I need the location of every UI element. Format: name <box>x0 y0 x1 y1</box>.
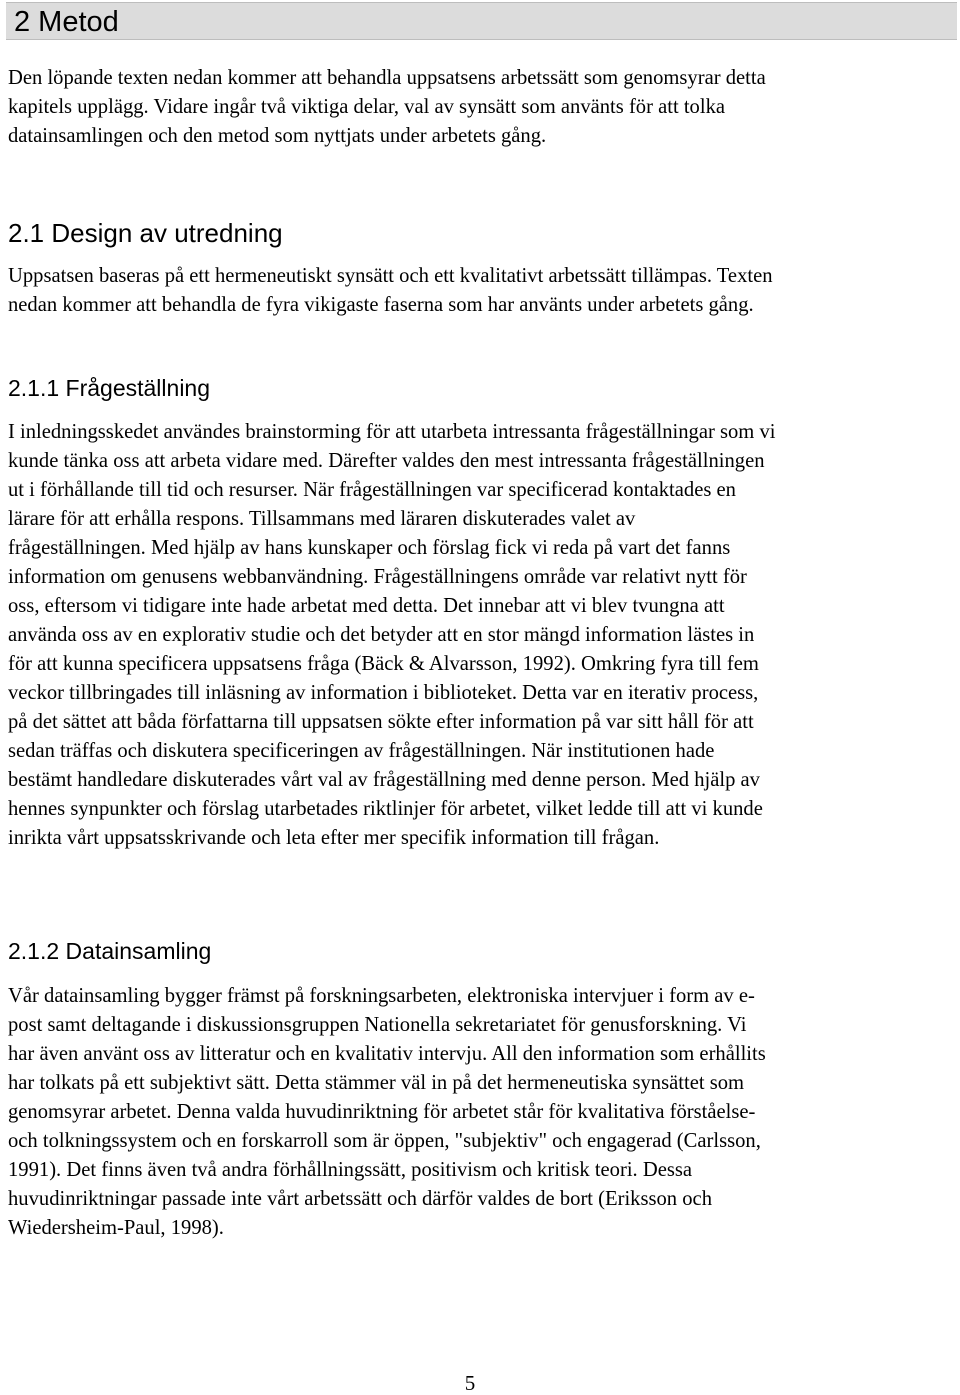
section-2-1-1-line: veckor tillbringades till inläsning av information i biblioteket. Detta var en iterativ process, <box>8 682 759 704</box>
section-2-1-2-line: har även använt oss av litteratur och en kvalitativ intervju. All den information som erhållits <box>8 1043 766 1065</box>
section-2-1-1-line: ut i förhållande till tid och resurser. När frågeställningen var specificerad kontaktades en <box>8 479 736 501</box>
section-2-1-line: Uppsatsen baseras på ett hermeneutiskt synsätt och ett kvalitativt arbetssätt tillämpas. Texten <box>8 265 773 287</box>
section-2-1-1-line: oss, eftersom vi tidigare inte hade arbetat med detta. Det innebar att vi blev tvungna att <box>8 595 725 617</box>
section-2-1-1-line: på det sättet att båda författarna till uppsatsen sökte efter information på var sitt håll för att <box>8 711 754 733</box>
section-2-1-paragraph <box>8 262 958 320</box>
section-heading-2-1-2: 2.1.2 Datainsamling <box>8 938 212 964</box>
section-2-1-1-line: för att kunna specificera uppsatsens fråga (Bäck & Alvarsson, 1992). Omkring fyra till fem <box>8 653 759 675</box>
section-2-1-2-line: huvudinriktningar passade inte vårt arbetssätt och därför valdes de bort (Eriksson och <box>8 1188 712 1210</box>
section-2-1-2-line: 1991). Det finns även två andra förhållningssätt, positivism och kritisk teori. Dessa <box>8 1159 693 1181</box>
intro-line: datainsamlingen och den metod som nyttjats under arbetets gång. <box>8 125 547 147</box>
section-2-1-1-line: lärare för att erhålla respons. Tillsammans med läraren diskuterades valet av <box>8 508 636 530</box>
intro-line: kapitels upplägg. Vidare ingår två viktiga delar, val av synsätt som använts för att tolka <box>8 96 726 118</box>
section-2-1-2-paragraph <box>8 982 958 1243</box>
intro-line: Den löpande texten nedan kommer att behandla uppsatsens arbetssätt som genomsyrar detta <box>8 67 766 89</box>
intro-paragraph <box>8 64 958 151</box>
chapter-title: 2 Metod <box>14 6 119 38</box>
section-2-1-line: nedan kommer att behandla de fyra vikigaste faserna som har använts under arbetets gång. <box>8 294 754 316</box>
section-2-1-1-line: information om genusens webbanvändning. Frågeställningens område var relativt nytt för <box>8 566 747 588</box>
section-heading-2-1: 2.1 Design av utredning <box>8 218 283 248</box>
section-2-1-1-line: I inledningsskedet användes brainstorming för att utarbeta intressanta frågeställningar som vi <box>8 421 776 443</box>
page-number: 5 <box>464 1371 476 1395</box>
section-2-1-1-paragraph <box>8 418 958 853</box>
section-2-1-2-line: har tolkats på ett subjektivt sätt. Detta stämmer väl in på det hermeneutiska synsättet som <box>8 1072 745 1094</box>
section-2-1-1-line: sedan träffas och diskutera specificeringen av frågeställningen. När institutionen hade <box>8 740 715 762</box>
section-2-1-1-line: inrikta vårt uppsatsskrivande och leta efter mer specifik information till frågan. <box>8 827 660 849</box>
section-2-1-2-line: Vår datainsamling bygger främst på forskningsarbeten, elektroniska intervjuer i form av e- <box>8 985 755 1007</box>
section-2-1-1-line: hennes synpunkter och förslag utarbetades riktlinjer för arbetet, vilket ledde till att vi kunde <box>8 798 763 820</box>
section-heading-2-1-1: 2.1.1 Frågeställning <box>8 375 211 401</box>
section-2-1-2-line: Wiedersheim-Paul, 1998). <box>8 1217 224 1239</box>
section-2-1-1-line: frågeställningen. Med hjälp av hans kunskaper och förslag fick vi reda på vart det fanns <box>8 537 731 559</box>
section-2-1-2-line: genomsyrar arbetet. Denna valda huvudinriktning för arbetet står för kvalitativa förståelse- <box>8 1101 756 1123</box>
section-2-1-1-line: använda oss av en explorativ studie och det betyder att en stor mängd information lästes in <box>8 624 755 646</box>
chapter-heading-bar <box>6 2 957 40</box>
section-2-1-1-line: bestämt handledare diskuterades vårt val av frågeställning med denne person. Med hjälp av <box>8 769 760 791</box>
section-2-1-2-line: post samt deltagande i diskussionsgruppen Nationella sekretariatet för genusforskning. Vi <box>8 1014 747 1036</box>
section-2-1-1-line: kunde tänka oss att arbeta vidare med. Därefter valdes den mest intressanta frågeställningen <box>8 450 765 472</box>
section-2-1-2-line: och tolkningssystem och en forskarroll som är öppen, "subjektiv" och engagerad (Carlsson, <box>8 1130 761 1152</box>
